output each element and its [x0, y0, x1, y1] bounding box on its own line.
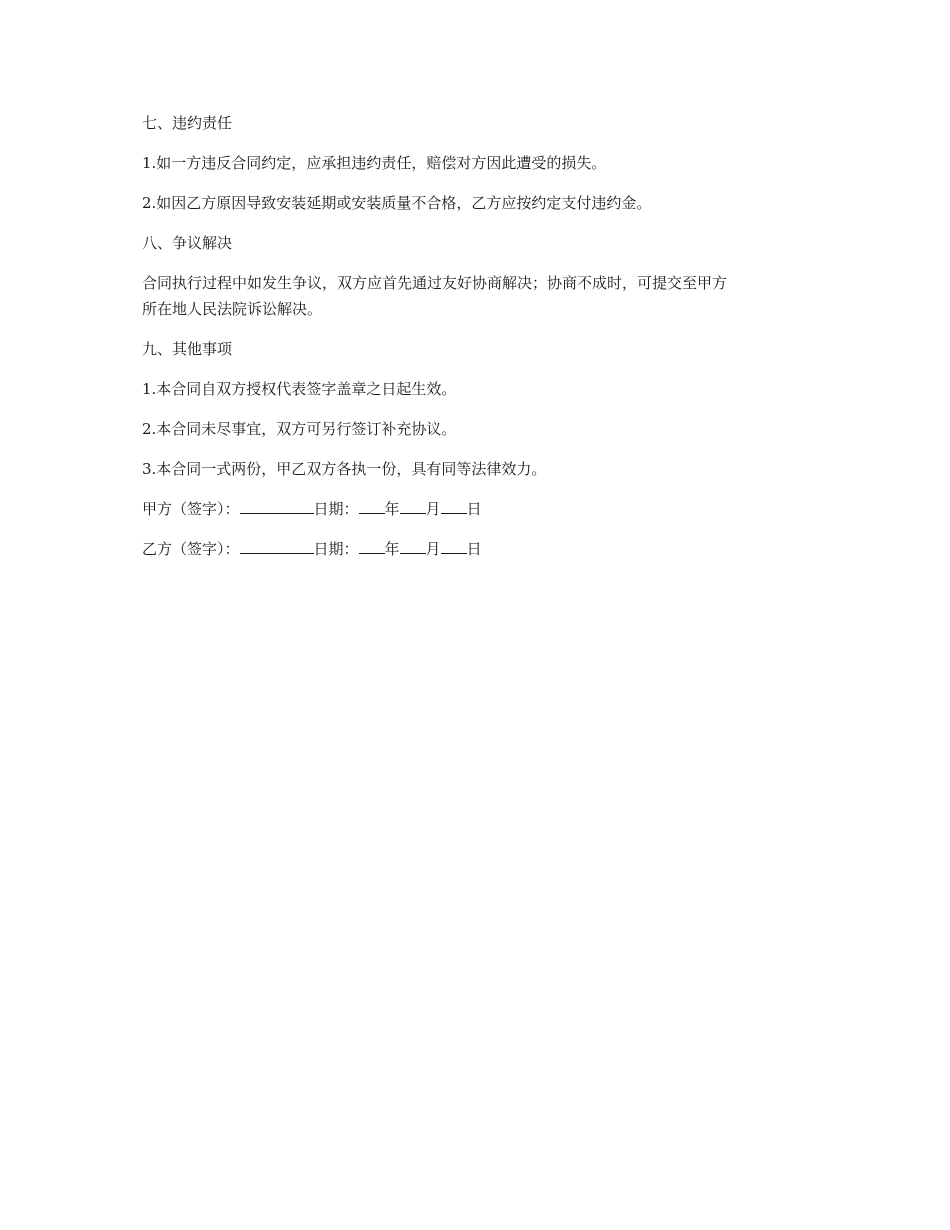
dispute-paragraph-line-2: 所在地人民法院诉讼解决。 [142, 300, 323, 318]
signature-row-party-b [142, 536, 810, 562]
party-a-day-label: 日 [466, 500, 482, 518]
party-b-year-label: 年 [384, 540, 400, 558]
dispute-paragraph [142, 270, 810, 322]
dispute-paragraph-line-1: 合同执行过程中如发生争议，双方应首先通过友好协商解决；协商不成时，可提交至甲方 [142, 274, 728, 292]
party-b-month-blank[interactable] [400, 537, 426, 554]
misc-clause-3: 3.本合同一式两份，甲乙双方各执一份，具有同等法律效力。 [142, 460, 547, 478]
party-b-date-label: 日期： [313, 540, 359, 558]
section-heading-dispute: 八、争议解决 [142, 234, 233, 252]
party-a-date-label: 日期： [313, 500, 359, 518]
misc-clause-1: 1.本合同自双方授权代表签字盖章之日起生效。 [142, 380, 457, 398]
breach-clause-2: 2.如因乙方原因导致安装延期或安装质量不合格，乙方应按约定支付违约金。 [142, 194, 652, 212]
party-a-year-blank[interactable] [359, 497, 385, 514]
party-a-day-blank[interactable] [441, 497, 467, 514]
party-b-year-blank[interactable] [359, 537, 385, 554]
party-b-day-label: 日 [466, 540, 482, 558]
party-a-label: 甲方（签字）： [142, 500, 240, 518]
party-b-month-label: 月 [425, 540, 441, 558]
party-a-year-label: 年 [384, 500, 400, 518]
party-a-month-label: 月 [425, 500, 441, 518]
party-b-label: 乙方（签字）： [142, 540, 240, 558]
party-a-month-blank[interactable] [400, 497, 426, 514]
misc-clause-2: 2.本合同未尽事宜，双方可另行签订补充协议。 [142, 420, 457, 438]
section-heading-misc: 九、其他事项 [142, 340, 233, 358]
breach-clause-1: 1.如一方违反合同约定，应承担违约责任，赔偿对方因此遭受的损失。 [142, 154, 607, 172]
party-b-signature-blank[interactable] [240, 537, 314, 554]
signature-row-party-a [142, 496, 810, 522]
party-b-day-blank[interactable] [441, 537, 467, 554]
section-heading-breach: 七、违约责任 [142, 114, 233, 132]
party-a-signature-blank[interactable] [240, 497, 314, 514]
document-page [142, 110, 810, 576]
